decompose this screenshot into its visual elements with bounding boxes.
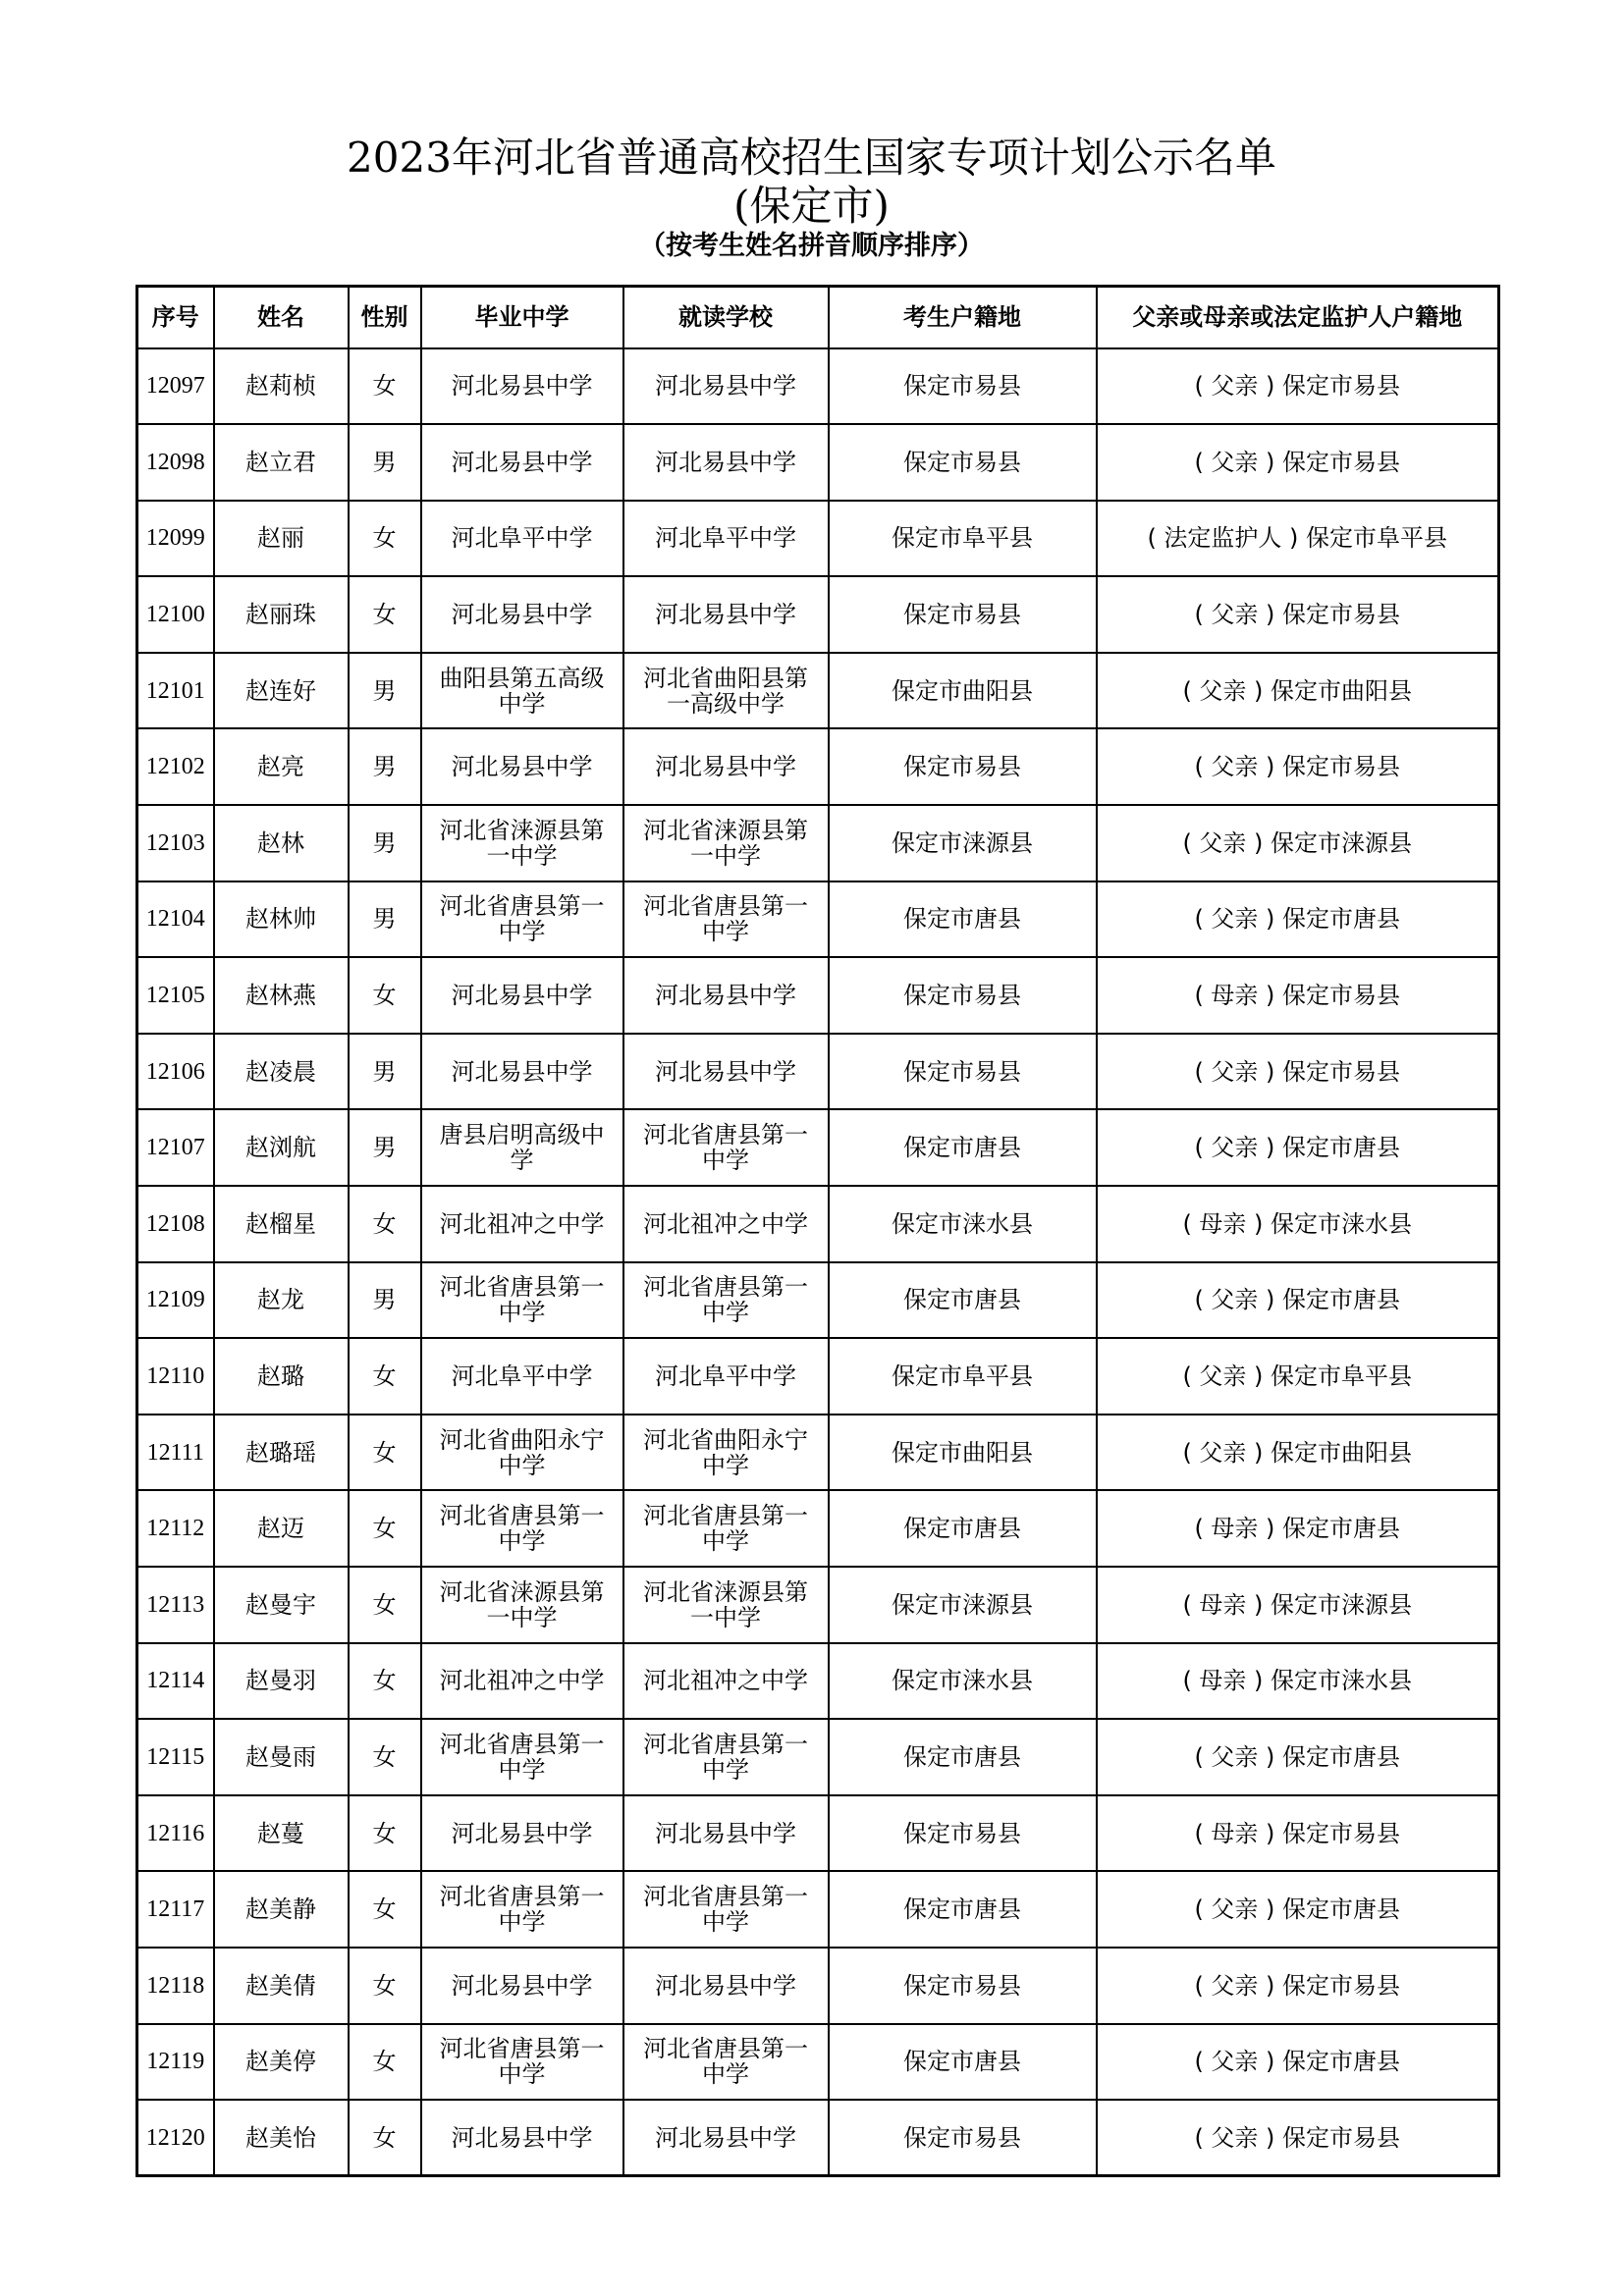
cell-seq: 12118 bbox=[137, 1948, 214, 2024]
cell-seq: 12105 bbox=[137, 957, 214, 1034]
cell-grad-school: 河北省唐县第一中学 bbox=[421, 1262, 623, 1339]
cell-hukou: 保定市唐县 bbox=[829, 2024, 1097, 2101]
cell-name: 赵璐 bbox=[214, 1338, 349, 1415]
cell-guardian-hukou: ( 父亲 ) 保定市唐县 bbox=[1097, 881, 1499, 958]
table-row bbox=[137, 1567, 1499, 1643]
cell-hukou: 保定市唐县 bbox=[829, 1109, 1097, 1186]
cell-study-school: 河北省唐县第一中学 bbox=[623, 1871, 829, 1948]
table-row bbox=[137, 728, 1499, 805]
cell-seq: 12111 bbox=[137, 1415, 214, 1491]
cell-grad-school: 河北省涞源县第一中学 bbox=[421, 1567, 623, 1643]
cell-name: 赵林帅 bbox=[214, 881, 349, 958]
cell-gender: 男 bbox=[349, 424, 421, 501]
cell-seq: 12120 bbox=[137, 2100, 214, 2176]
cell-study-school: 河北阜平中学 bbox=[623, 1338, 829, 1415]
cell-grad-school: 河北省曲阳永宁中学 bbox=[421, 1415, 623, 1491]
cell-hukou: 保定市易县 bbox=[829, 728, 1097, 805]
cell-seq: 12100 bbox=[137, 576, 214, 653]
table-row bbox=[137, 1186, 1499, 1262]
document-title: 2023年河北省普通高校招生国家专项计划公示名单 bbox=[347, 133, 1276, 182]
cell-seq: 12119 bbox=[137, 2024, 214, 2101]
cell-gender: 女 bbox=[349, 2100, 421, 2176]
cell-gender: 女 bbox=[349, 501, 421, 577]
cell-hukou: 保定市阜平县 bbox=[829, 501, 1097, 577]
table-row bbox=[137, 653, 1499, 729]
cell-hukou: 保定市涞源县 bbox=[829, 1567, 1097, 1643]
cell-study-school: 河北省涞源县第一中学 bbox=[623, 1567, 829, 1643]
cell-gender: 男 bbox=[349, 1262, 421, 1339]
cell-seq: 12114 bbox=[137, 1643, 214, 1720]
cell-study-school: 河北省曲阳县第一高级中学 bbox=[623, 653, 829, 729]
table-row bbox=[137, 1871, 1499, 1948]
cell-guardian-hukou: ( 父亲 ) 保定市易县 bbox=[1097, 424, 1499, 501]
roster-table bbox=[135, 285, 1500, 2177]
cell-study-school: 河北祖冲之中学 bbox=[623, 1643, 829, 1720]
cell-name: 赵林 bbox=[214, 805, 349, 881]
cell-hukou: 保定市涞源县 bbox=[829, 805, 1097, 881]
header-name: 姓名 bbox=[214, 287, 349, 348]
header-grad-school: 毕业中学 bbox=[421, 287, 623, 348]
cell-study-school: 河北易县中学 bbox=[623, 1795, 829, 1872]
cell-hukou: 保定市易县 bbox=[829, 576, 1097, 653]
header-row bbox=[137, 287, 1499, 348]
cell-hukou: 保定市涞水县 bbox=[829, 1643, 1097, 1720]
cell-hukou: 保定市易县 bbox=[829, 1034, 1097, 1110]
cell-guardian-hukou: ( 父亲 ) 保定市易县 bbox=[1097, 348, 1499, 425]
cell-name: 赵曼宇 bbox=[214, 1567, 349, 1643]
cell-seq: 12101 bbox=[137, 653, 214, 729]
cell-hukou: 保定市易县 bbox=[829, 348, 1097, 425]
cell-seq: 12106 bbox=[137, 1034, 214, 1110]
cell-gender: 男 bbox=[349, 1034, 421, 1110]
cell-study-school: 河北省曲阳永宁中学 bbox=[623, 1415, 829, 1491]
cell-guardian-hukou: ( 父亲 ) 保定市唐县 bbox=[1097, 1262, 1499, 1339]
cell-seq: 12103 bbox=[137, 805, 214, 881]
cell-hukou: 保定市涞水县 bbox=[829, 1186, 1097, 1262]
cell-hukou: 保定市易县 bbox=[829, 1948, 1097, 2024]
cell-grad-school: 河北易县中学 bbox=[421, 1795, 623, 1872]
cell-guardian-hukou: ( 父亲 ) 保定市易县 bbox=[1097, 1034, 1499, 1110]
cell-hukou: 保定市唐县 bbox=[829, 1490, 1097, 1567]
cell-guardian-hukou: ( 母亲 ) 保定市涞水县 bbox=[1097, 1643, 1499, 1720]
cell-name: 赵蔓 bbox=[214, 1795, 349, 1872]
cell-hukou: 保定市唐县 bbox=[829, 1719, 1097, 1795]
header-gender: 性别 bbox=[349, 287, 421, 348]
cell-study-school: 河北祖冲之中学 bbox=[623, 1186, 829, 1262]
cell-study-school: 河北易县中学 bbox=[623, 957, 829, 1034]
cell-grad-school: 河北易县中学 bbox=[421, 2100, 623, 2176]
cell-seq: 12112 bbox=[137, 1490, 214, 1567]
cell-grad-school: 河北省唐县第一中学 bbox=[421, 2024, 623, 2101]
cell-study-school: 河北省唐县第一中学 bbox=[623, 1719, 829, 1795]
cell-name: 赵迈 bbox=[214, 1490, 349, 1567]
table-row bbox=[137, 1719, 1499, 1795]
cell-study-school: 河北省唐县第一中学 bbox=[623, 881, 829, 958]
cell-hukou: 保定市唐县 bbox=[829, 1871, 1097, 1948]
cell-grad-school: 河北易县中学 bbox=[421, 1034, 623, 1110]
cell-guardian-hukou: ( 父亲 ) 保定市曲阳县 bbox=[1097, 1415, 1499, 1491]
cell-hukou: 保定市易县 bbox=[829, 1795, 1097, 1872]
cell-study-school: 河北省唐县第一中学 bbox=[623, 2024, 829, 2101]
cell-gender: 女 bbox=[349, 1643, 421, 1720]
cell-seq: 12116 bbox=[137, 1795, 214, 1872]
cell-gender: 女 bbox=[349, 2024, 421, 2101]
cell-seq: 12113 bbox=[137, 1567, 214, 1643]
cell-gender: 女 bbox=[349, 1948, 421, 2024]
cell-gender: 女 bbox=[349, 1415, 421, 1491]
cell-gender: 女 bbox=[349, 576, 421, 653]
cell-study-school: 河北易县中学 bbox=[623, 728, 829, 805]
table-row bbox=[137, 2024, 1499, 2101]
cell-gender: 男 bbox=[349, 1109, 421, 1186]
cell-hukou: 保定市易县 bbox=[829, 2100, 1097, 2176]
table-row bbox=[137, 348, 1499, 425]
cell-guardian-hukou: ( 父亲 ) 保定市阜平县 bbox=[1097, 1338, 1499, 1415]
cell-gender: 女 bbox=[349, 1719, 421, 1795]
cell-guardian-hukou: ( 父亲 ) 保定市曲阳县 bbox=[1097, 653, 1499, 729]
cell-guardian-hukou: ( 父亲 ) 保定市涞源县 bbox=[1097, 805, 1499, 881]
cell-grad-school: 河北省唐县第一中学 bbox=[421, 1871, 623, 1948]
cell-name: 赵曼羽 bbox=[214, 1643, 349, 1720]
cell-gender: 女 bbox=[349, 957, 421, 1034]
table-row bbox=[137, 1948, 1499, 2024]
cell-name: 赵亮 bbox=[214, 728, 349, 805]
cell-study-school: 河北省涞源县第一中学 bbox=[623, 805, 829, 881]
cell-guardian-hukou: ( 父亲 ) 保定市唐县 bbox=[1097, 2024, 1499, 2101]
table-row bbox=[137, 1034, 1499, 1110]
cell-grad-school: 曲阳县第五高级中学 bbox=[421, 653, 623, 729]
cell-study-school: 河北阜平中学 bbox=[623, 501, 829, 577]
cell-guardian-hukou: ( 父亲 ) 保定市易县 bbox=[1097, 576, 1499, 653]
cell-study-school: 河北省唐县第一中学 bbox=[623, 1109, 829, 1186]
table-row bbox=[137, 501, 1499, 577]
table-row bbox=[137, 1262, 1499, 1339]
cell-guardian-hukou: ( 母亲 ) 保定市唐县 bbox=[1097, 1490, 1499, 1567]
cell-grad-school: 河北易县中学 bbox=[421, 424, 623, 501]
cell-gender: 男 bbox=[349, 805, 421, 881]
table-row bbox=[137, 881, 1499, 958]
cell-seq: 12108 bbox=[137, 1186, 214, 1262]
cell-grad-school: 河北省唐县第一中学 bbox=[421, 881, 623, 958]
cell-seq: 12115 bbox=[137, 1719, 214, 1795]
table-body bbox=[137, 348, 1499, 2176]
cell-guardian-hukou: ( 父亲 ) 保定市易县 bbox=[1097, 2100, 1499, 2176]
cell-guardian-hukou: ( 法定监护人 ) 保定市阜平县 bbox=[1097, 501, 1499, 577]
cell-grad-school: 河北阜平中学 bbox=[421, 501, 623, 577]
cell-hukou: 保定市易县 bbox=[829, 957, 1097, 1034]
cell-seq: 12107 bbox=[137, 1109, 214, 1186]
cell-seq: 12104 bbox=[137, 881, 214, 958]
cell-name: 赵璐瑶 bbox=[214, 1415, 349, 1491]
document-subtitle: (保定市) bbox=[733, 182, 890, 230]
cell-grad-school: 河北易县中学 bbox=[421, 728, 623, 805]
table-header bbox=[137, 287, 1499, 348]
cell-hukou: 保定市曲阳县 bbox=[829, 653, 1097, 729]
cell-gender: 女 bbox=[349, 1338, 421, 1415]
cell-guardian-hukou: ( 母亲 ) 保定市易县 bbox=[1097, 1795, 1499, 1872]
cell-name: 赵连好 bbox=[214, 653, 349, 729]
table-row bbox=[137, 424, 1499, 501]
cell-seq: 12109 bbox=[137, 1262, 214, 1339]
cell-grad-school: 河北阜平中学 bbox=[421, 1338, 623, 1415]
cell-gender: 男 bbox=[349, 728, 421, 805]
cell-guardian-hukou: ( 母亲 ) 保定市涞源县 bbox=[1097, 1567, 1499, 1643]
header-guardian-hukou: 父亲或母亲或法定监护人户籍地 bbox=[1097, 287, 1499, 348]
cell-hukou: 保定市唐县 bbox=[829, 1262, 1097, 1339]
cell-guardian-hukou: ( 母亲 ) 保定市易县 bbox=[1097, 957, 1499, 1034]
cell-hukou: 保定市阜平县 bbox=[829, 1338, 1097, 1415]
cell-seq: 12099 bbox=[137, 501, 214, 577]
header-hukou: 考生户籍地 bbox=[829, 287, 1097, 348]
cell-name: 赵凌晨 bbox=[214, 1034, 349, 1110]
table-row bbox=[137, 1415, 1499, 1491]
table-row bbox=[137, 1109, 1499, 1186]
table-row bbox=[137, 957, 1499, 1034]
cell-grad-school: 河北祖冲之中学 bbox=[421, 1643, 623, 1720]
cell-seq: 12110 bbox=[137, 1338, 214, 1415]
cell-study-school: 河北易县中学 bbox=[623, 1948, 829, 2024]
cell-hukou: 保定市唐县 bbox=[829, 881, 1097, 958]
cell-guardian-hukou: ( 父亲 ) 保定市易县 bbox=[1097, 728, 1499, 805]
table-row bbox=[137, 1643, 1499, 1720]
cell-study-school: 河北省唐县第一中学 bbox=[623, 1490, 829, 1567]
cell-name: 赵莉桢 bbox=[214, 348, 349, 425]
cell-grad-school: 河北省唐县第一中学 bbox=[421, 1490, 623, 1567]
cell-gender: 女 bbox=[349, 1871, 421, 1948]
cell-name: 赵林燕 bbox=[214, 957, 349, 1034]
header-seq: 序号 bbox=[137, 287, 214, 348]
cell-seq: 12097 bbox=[137, 348, 214, 425]
cell-study-school: 河北易县中学 bbox=[623, 348, 829, 425]
cell-grad-school: 河北易县中学 bbox=[421, 957, 623, 1034]
cell-guardian-hukou: ( 母亲 ) 保定市涞水县 bbox=[1097, 1186, 1499, 1262]
cell-gender: 女 bbox=[349, 1490, 421, 1567]
cell-study-school: 河北易县中学 bbox=[623, 1034, 829, 1110]
cell-name: 赵美怡 bbox=[214, 2100, 349, 2176]
cell-gender: 男 bbox=[349, 881, 421, 958]
cell-name: 赵曼雨 bbox=[214, 1719, 349, 1795]
cell-study-school: 河北省唐县第一中学 bbox=[623, 1262, 829, 1339]
cell-gender: 女 bbox=[349, 1567, 421, 1643]
table-row bbox=[137, 805, 1499, 881]
cell-grad-school: 河北省唐县第一中学 bbox=[421, 1719, 623, 1795]
header-study-school: 就读学校 bbox=[623, 287, 829, 348]
cell-seq: 12098 bbox=[137, 424, 214, 501]
table-row bbox=[137, 1338, 1499, 1415]
cell-name: 赵美倩 bbox=[214, 1948, 349, 2024]
cell-gender: 女 bbox=[349, 1795, 421, 1872]
cell-gender: 男 bbox=[349, 653, 421, 729]
cell-guardian-hukou: ( 父亲 ) 保定市唐县 bbox=[1097, 1871, 1499, 1948]
sort-order-note: （按考生姓名拼音顺序排序） bbox=[639, 231, 984, 261]
cell-hukou: 保定市曲阳县 bbox=[829, 1415, 1097, 1491]
cell-study-school: 河北易县中学 bbox=[623, 2100, 829, 2176]
cell-name: 赵丽 bbox=[214, 501, 349, 577]
cell-name: 赵立君 bbox=[214, 424, 349, 501]
cell-name: 赵美静 bbox=[214, 1871, 349, 1948]
cell-grad-school: 河北易县中学 bbox=[421, 1948, 623, 2024]
cell-grad-school: 唐县启明高级中学 bbox=[421, 1109, 623, 1186]
cell-guardian-hukou: ( 父亲 ) 保定市易县 bbox=[1097, 1948, 1499, 2024]
cell-grad-school: 河北祖冲之中学 bbox=[421, 1186, 623, 1262]
table-row bbox=[137, 1490, 1499, 1567]
cell-guardian-hukou: ( 父亲 ) 保定市唐县 bbox=[1097, 1109, 1499, 1186]
cell-guardian-hukou: ( 父亲 ) 保定市唐县 bbox=[1097, 1719, 1499, 1795]
table-row bbox=[137, 1795, 1499, 1872]
cell-seq: 12102 bbox=[137, 728, 214, 805]
table-row bbox=[137, 2100, 1499, 2176]
cell-hukou: 保定市易县 bbox=[829, 424, 1097, 501]
cell-grad-school: 河北省涞源县第一中学 bbox=[421, 805, 623, 881]
cell-name: 赵美停 bbox=[214, 2024, 349, 2101]
cell-seq: 12117 bbox=[137, 1871, 214, 1948]
cell-name: 赵榴星 bbox=[214, 1186, 349, 1262]
cell-study-school: 河北易县中学 bbox=[623, 576, 829, 653]
cell-gender: 女 bbox=[349, 348, 421, 425]
cell-study-school: 河北易县中学 bbox=[623, 424, 829, 501]
cell-name: 赵丽珠 bbox=[214, 576, 349, 653]
cell-grad-school: 河北易县中学 bbox=[421, 576, 623, 653]
cell-name: 赵浏航 bbox=[214, 1109, 349, 1186]
cell-name: 赵龙 bbox=[214, 1262, 349, 1339]
cell-gender: 女 bbox=[349, 1186, 421, 1262]
cell-grad-school: 河北易县中学 bbox=[421, 348, 623, 425]
table-row bbox=[137, 576, 1499, 653]
